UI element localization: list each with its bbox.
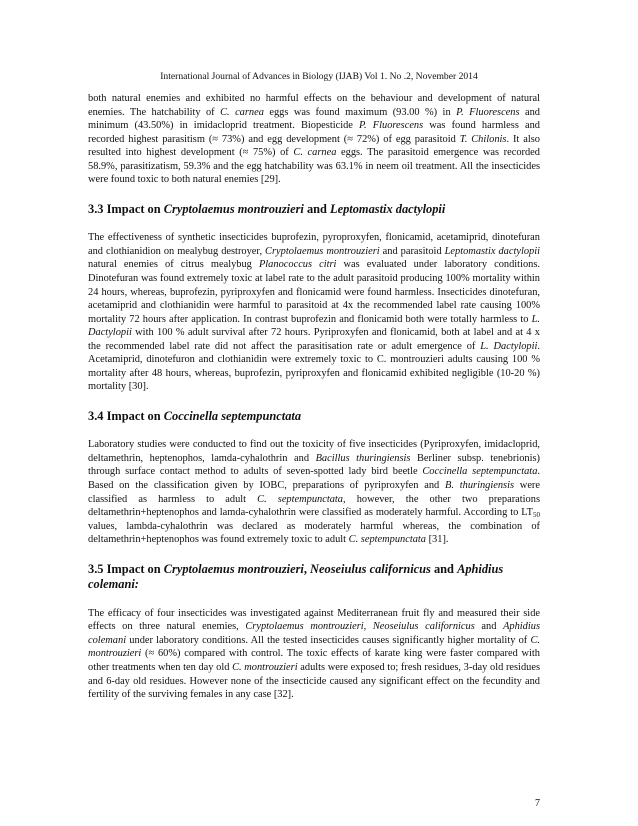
section-heading-3-4 [88, 409, 540, 425]
text-run: both natural enemies and exhibited no harmful effects on the behaviour and development of natural enemies. The hatchability of [88, 93, 540, 118]
species-name: Cryptolaemus montrouzieri [245, 621, 364, 633]
species-name: T. Chilonis [459, 133, 507, 145]
text-run: was found harmless and recorded highest parasitism (≈ 73%) and egg development (≈ 72%) of egg parasitoid [88, 120, 540, 145]
page-content [88, 92, 540, 702]
species-name: C. carnea [220, 106, 264, 118]
heading-text: 3.5 Impact on [88, 561, 164, 576]
text-run: and parasitoid [379, 245, 445, 257]
species-name: C. septempunctata [257, 493, 343, 505]
text-run: eggs. The parasitoid emergence was recorded 58.9%, parasitizatism, 59.3% and the egg hatchability was 63.1% in neem oil treatment. All the insecticides were found toxic to both natural enemies [29]. [88, 147, 540, 186]
text-run: and [474, 621, 504, 633]
paragraph-mediterranean-fruit-fly [88, 607, 540, 702]
heading-species: Leptomastix dactylopii [330, 201, 446, 216]
species-name: C. montrouzieri [88, 634, 540, 660]
text-run: under laboratory conditions. All the tested insecticides causes significantly higher mortality of [126, 634, 531, 646]
paragraph-natural-enemies [88, 92, 540, 187]
species-name: Aphidius colemani [88, 621, 541, 646]
text-run: (≈ 60%) compared with control. The toxic effects of karate king were faster compared with other treatments when ten day old [88, 648, 540, 673]
species-name: P. Fluorescens [456, 106, 520, 118]
species-name: Planococcus citri [258, 259, 337, 271]
text-run: The effectiveness of synthetic insecticides buprofezin, pyroproxyfen, flonicamid, acetamiprid, dinotefuran and clothianidion on mealybug destroyer, [88, 232, 540, 257]
species-name: B. thuringiensis [445, 480, 515, 492]
text-run: Laboratory studies were conducted to find out the toxicity of five insecticides (Pyriproxyfen, imidacloprid, deltamethrin, heptenophos, lamda-cyhalothrin and [88, 439, 540, 464]
text-run: , however, the other two preparations deltamethrin+heptenophos and lamda-cyhalothrin were classified as moderately harmful. According to LT [88, 493, 540, 519]
heading-species: Neoseiulus californicus [310, 561, 431, 576]
text-run: Berliner subsp. tenebrionis) through surface contact method to adults of seven-spotted lady bird beetle [88, 452, 540, 478]
heading-species: Cryptolaemus montrouzieri [163, 561, 304, 576]
text-run: . It also resulted into highest development (≈ 75%) of [88, 133, 540, 159]
heading-species: Cryptolaemus montrouzieri [163, 201, 304, 216]
species-name: Leptomastix dactylopii [444, 245, 540, 257]
text-run: values, lambda-cyhalothrin was declared as moderately harmful whereas, the combination of deltamethrin+heptenophos was found extremely toxic to adult [88, 520, 540, 546]
text-run: , [363, 621, 373, 633]
heading-text: 3.3 Impact on [88, 201, 164, 216]
species-name: P. Fluorescens [359, 120, 424, 132]
heading-text: , [303, 561, 311, 576]
heading-text: 3.4 Impact on [88, 408, 164, 423]
text-run: The efficacy of four insecticides was investigated against Mediterranean fruit fly and measured their side effects on three natural enemies, [88, 607, 540, 633]
text-run: . Based on the classification given by IOBC, preparations of pyriproxyfen and [88, 466, 540, 492]
heading-text: and [303, 201, 331, 216]
heading-species: Aphidius colemani: [88, 561, 504, 592]
text-run: was evaluated under laboratory conditions. Dinotefuran was found extremely toxic at label rate to the adult parasitoid producing 100% mortality within 24 hours, whereas, buprofezin, pyriproxyfen and flonicamid were found harmless. Insecticides dinotefuran, acetamiprid and clothianidin were harmful to parasitoid at 4x the recommended label rate causing 100% mortality 72 hours after application. In contrast buprofezin and flonicamid both were totally harmless to [88, 259, 540, 325]
heading-species: Coccinella septempunctata [163, 408, 302, 423]
species-name: Neoseiulus californicus [372, 621, 475, 633]
section-heading-3-3 [88, 202, 540, 218]
text-run: eggs was found maximum (93.00 %) in [263, 106, 457, 118]
species-name: C. montrouzieri [232, 661, 298, 673]
text-run: were classified as harmless to adult [88, 480, 540, 505]
species-name: L. Dactylopii [480, 340, 538, 352]
heading-text: and [430, 561, 458, 576]
text-run: adults were exposed to; fresh residues, 3-day old residues and 6-day old residues. However none of the insecticide caused any significant effect on the fecundity and fertility of the surviving females in any case [32]. [88, 661, 540, 701]
species-name: Coccinella septempunctata [422, 466, 538, 478]
species-name: C. carnea [293, 147, 337, 159]
text-run: with 100 % adult survival after 72 hours. Pyriproxyfen and flonicamid, both at label and at 4 x the recommended label rate did not affect the parasitisation rate or adult emergence of [88, 327, 540, 352]
paragraph-coccinella [88, 438, 540, 546]
species-name: Cryptolaemus montrouzieri [265, 245, 380, 257]
paragraph-cryptolaemus [88, 231, 540, 394]
text-run: natural enemies of citrus mealybug [88, 259, 259, 271]
subscript: 50 [533, 511, 540, 520]
text-run: [31]. [426, 534, 449, 546]
running-header: International Journal of Advances in Biology (IJAB) Vol 1. No .2, November 2014 [160, 71, 478, 82]
species-name: L. Dactylopii [88, 313, 540, 339]
species-name: Bacillus thuringiensis [315, 452, 411, 464]
text-run: and minimum (43.50%) in imidacloprid treatment. Biopesticide [88, 106, 540, 132]
section-heading-3-5 [88, 562, 540, 593]
text-run: . Acetamiprid, dinotefuron and clothianidin were extremely toxic to C. montrouzieri adults causing 100 % mortality after 48 hours, whereas, buprofezin, pyriproxyfen and flonicamid exhibited negligible (10-20 %) mortality [30]. [88, 340, 540, 393]
page-number: 7 [535, 798, 540, 809]
species-name: C. septempunctata [348, 534, 426, 546]
